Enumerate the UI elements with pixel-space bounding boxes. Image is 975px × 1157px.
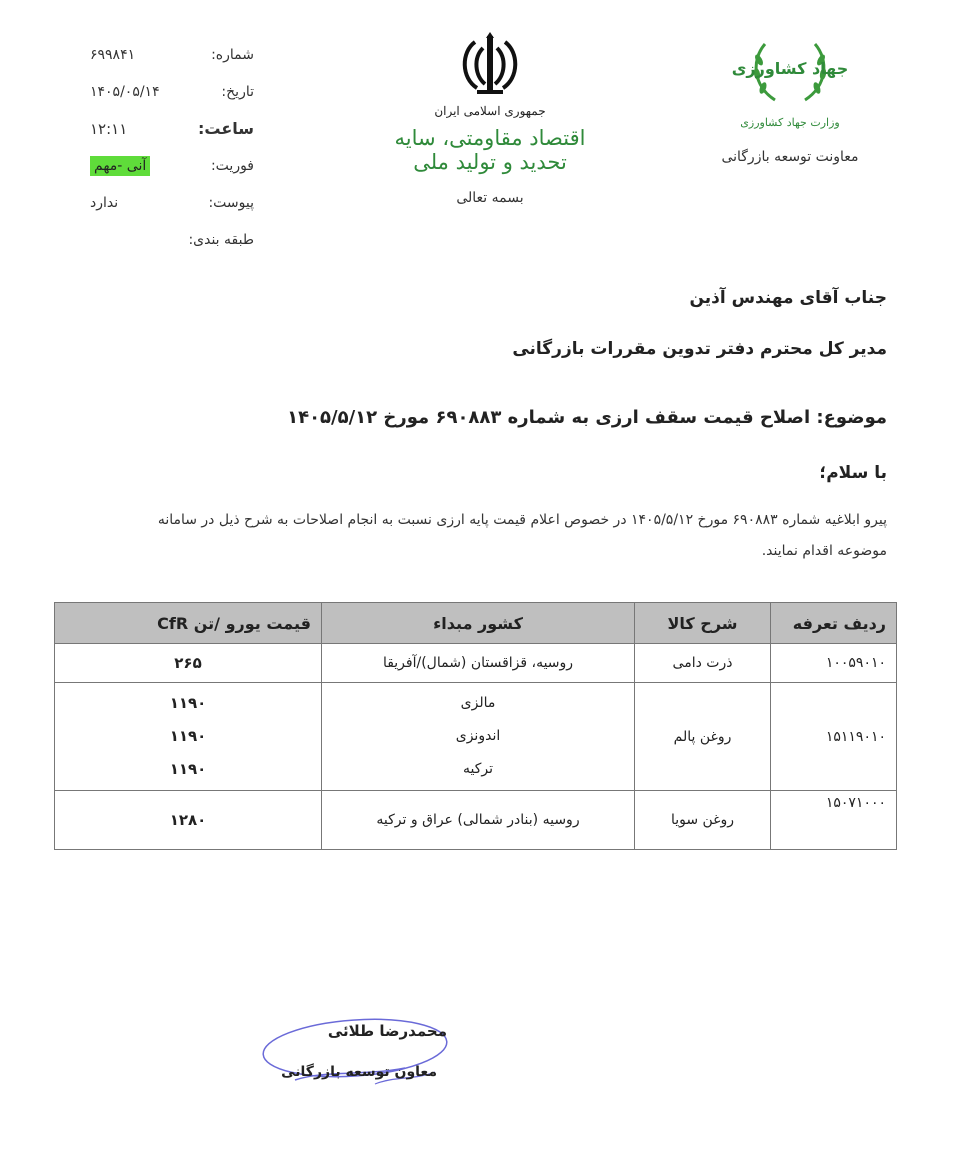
classification-label: طبقه بندی: <box>188 231 254 248</box>
price-value: ۲۶۵ <box>55 644 322 683</box>
price-value: ۱۲۸۰ <box>55 791 322 850</box>
origin-country: روسیه، قزاقستان (شمال)/آفریقا <box>322 644 635 683</box>
table-row <box>55 644 897 683</box>
greeting: با سلام؛ <box>819 463 887 483</box>
origin-country: مالزی <box>460 695 496 711</box>
date-label: تاریخ: <box>221 83 254 100</box>
table-row <box>55 791 897 850</box>
department-name: معاونت توسعه بازرگانی <box>721 149 859 165</box>
signatory-name: محمدرضا طلائی <box>327 1022 447 1040</box>
attachment-value: ندارد <box>90 194 119 211</box>
letter-meta <box>84 36 254 258</box>
iran-emblem-icon <box>455 30 525 98</box>
goods-name: روغن پالم <box>635 683 771 791</box>
tariff-code: ۱۰۰۵۹۰۱۰ <box>771 644 897 683</box>
meta-priority-row <box>84 147 254 184</box>
ministry-caption: وزارت جهاد کشاورزی <box>740 116 840 129</box>
tariff-table <box>54 602 897 850</box>
time-label: ساعت: <box>197 119 254 138</box>
time-value: ۱۲:۱۱ <box>90 119 128 138</box>
signature-block <box>255 1010 455 1100</box>
meta-time-row <box>84 110 254 147</box>
number-label: شماره: <box>211 46 254 63</box>
signatory-title: معاون توسعه بازرگانی <box>281 1064 437 1080</box>
price-value: ۱۱۹۰ <box>169 760 207 778</box>
ministry-logo-block <box>710 30 870 180</box>
number-value: ۶۹۹۸۴۱ <box>90 46 136 63</box>
price-value: ۱۱۹۰ <box>169 694 207 712</box>
tariff-code: ۱۵۰۷۱۰۰۰ <box>771 791 897 850</box>
priority-label: فوریت: <box>210 157 254 174</box>
date-value: ۱۴۰۵/۰۵/۱۴ <box>90 83 160 100</box>
jahad-logo-icon <box>731 30 849 110</box>
table-header-row <box>55 603 897 644</box>
meta-attachment-row <box>84 184 254 221</box>
header-price: قیمت یورو /تن CfR <box>55 603 322 644</box>
bismillah: بسمه تعالی <box>456 190 524 206</box>
meta-date-row <box>84 73 254 110</box>
logo-brand-text: جهاد کشاورزی <box>731 59 849 78</box>
iran-emblem-block <box>370 30 610 240</box>
priority-badge: آنی -مهم <box>90 156 150 176</box>
origin-country: اندونزی <box>455 728 501 744</box>
goods-name: روغن سویا <box>635 791 771 850</box>
header-origin: کشور مبداء <box>322 603 635 644</box>
letter-body: پیرو ابلاغیه شماره ۶۹۰۸۸۳ مورخ ۱۴۰۵/۵/۱۲ در خصوص اعلام قیمت پایه ارزی نسبت به انجام اصلاحات به شرح ذیل در سامانه موضوعه اقدام نمایند. <box>157 512 887 559</box>
header-goods: شرح کالا <box>635 603 771 644</box>
addressee-name: جناب آقای مهندس آذین <box>689 288 887 308</box>
tariff-code: ۱۵۱۱۹۰۱۰ <box>771 683 897 791</box>
attachment-label: پیوست: <box>208 194 254 211</box>
origin-country: روسیه (بنادر شمالی) عراق و ترکیه <box>322 791 635 850</box>
header-code: ردیف تعرفه <box>771 603 897 644</box>
addressee-title: مدیر کل محترم دفتر تدوین مقررات بازرگانی <box>512 339 887 359</box>
table-row <box>55 683 897 791</box>
meta-classification-row <box>84 221 254 258</box>
meta-number-row <box>84 36 254 73</box>
goods-name: ذرت دامی <box>635 644 771 683</box>
price-value: ۱۱۹۰ <box>169 727 207 745</box>
year-slogan: اقتصاد مقاومتی، سایه تحدید و تولید ملی <box>394 126 586 174</box>
republic-caption: جمهوری اسلامی ایران <box>434 104 546 118</box>
origin-country: ترکیه <box>462 761 494 777</box>
price-list <box>55 683 322 791</box>
letter-subject: موضوع: اصلاح قیمت سقف ارزی به شماره ۶۹۰۸۸۳ مورخ ۱۴۰۵/۵/۱۲ <box>287 407 887 428</box>
origin-list <box>322 683 635 791</box>
